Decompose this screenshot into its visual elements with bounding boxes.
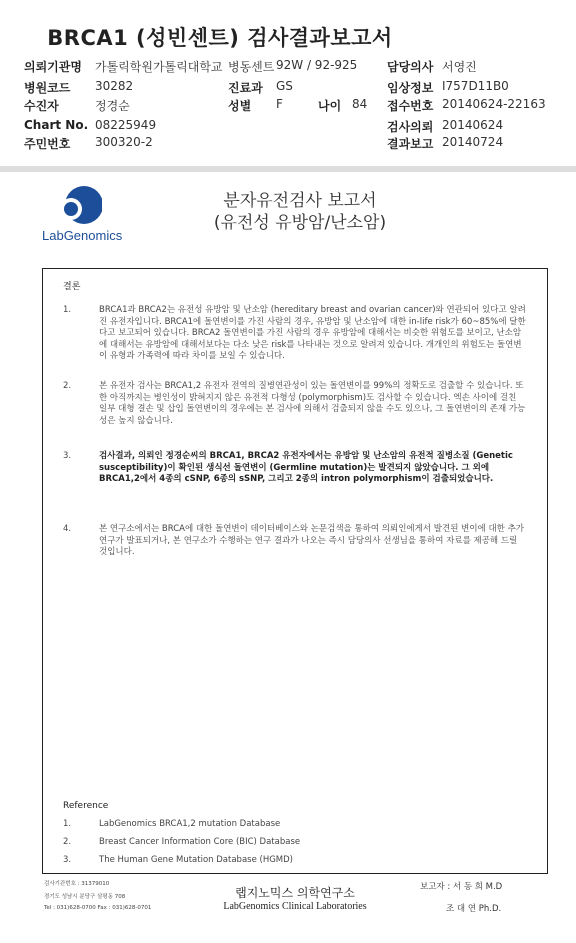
report-box (42, 268, 548, 874)
scanned-report (0, 166, 576, 943)
footer-lab-number: 검사기관번호 : 31379010 (44, 881, 110, 887)
reference-number: 3. (63, 855, 72, 865)
report-title (180, 190, 420, 234)
label-patient: 수진자 (24, 99, 59, 113)
item-text: 검사결과, 의뢰인 정경순씨의 BRCA1, BRCA2 유전자에서는 유방암 및 난소암의 유전적 질병소질 (Genetic susceptibility)이 확인된 생식선 돌연변이 (Germline mutation)는 발견되지 않았습니다. 그 외에 BRCA1,2에서 4종의 cSNP, 6종의 sSNP, 그리고 2종의 intron polymorphism이 검출되었습니다. (99, 451, 513, 484)
label-institution: 의뢰기관명 (24, 60, 82, 74)
page-title: BRCA1 (성빈센트) 검사결과보고서 (47, 26, 393, 50)
labgenomics-logo-icon (42, 184, 102, 230)
item-number: 3. (63, 451, 72, 461)
report-title-line2: (유전성 유방암/난소암) (213, 213, 387, 233)
label-department: 진료과 (228, 81, 263, 95)
item-number: 2. (63, 381, 72, 391)
value-doctor: 서영진 (442, 60, 477, 74)
lab-name-korean: 랩지노믹스 의학연구소 (235, 886, 355, 900)
lab-name (215, 884, 375, 912)
value-sex: F (276, 97, 283, 111)
section-label: 결론 (63, 282, 81, 292)
report-title-line1: 분자유전검사 보고서 (223, 191, 377, 211)
value-institution: 가톨릭학원가톨릭대학교 (95, 60, 223, 74)
label-age: 나이 (318, 99, 342, 113)
value-report-date: 20140724 (442, 135, 504, 149)
footer-phone: Tel : 031)628-0700 Fax : 031)628-0701 (44, 905, 152, 911)
director: 조 대 연 Ph.D. (446, 904, 502, 914)
label-receipt-no: 접수번호 (387, 99, 434, 113)
label-report-date: 결과보고 (387, 137, 434, 151)
value-clinical-info: I757D11B0 (442, 79, 509, 93)
label-hospital-code: 병원코드 (24, 81, 71, 95)
reference-number: 2. (63, 837, 72, 847)
item-text: 본 유전자 검사는 BRCA1,2 유전자 전역의 질병연관성이 있는 돌연변이를 99%의 정확도로 검출할 수 있습니다. 또한 아직까지는 병인성이 밝혀지지 않은 유전적 다형성 (polymorphism)도 검사할 수 있습니다. 엑손 사이에 걸친 일부 대형 결손 및 삽입 돌연변이의 경우에는 본 검사에 의해서 검출되지 않을 수도 있으나, 그 돌연변이의 존재 가능성은 높지 않습니다. (99, 381, 526, 426)
value-hospital-code: 30282 (95, 79, 134, 93)
label-resident-no: 주민번호 (24, 137, 71, 151)
item-text: BRCA1과 BRCA2는 유전성 유방암 및 난소암 (hereditary breast and ovarian cancer)와 연관되어 있다고 알려진 유전자입니다. BRCA1에 돌연변이를 가진 사람의 경우, 유방암 및 난소암에 대한 in-life risk가 60~85%에 달한다고 보고되어 있습니다. BRCA2 돌연변이를 가진 사람의 경우 유방암에 대해서는 비슷한 위험도를 보이고, 난소암에 대해서는 유방암에 대해서보다는 다소 낮은 risk를 나타내는 것으로 알려져 있습니다. 개개인의 위험도는 돌연변이 유형과 가족력에 따라 차이를 보일 수 있습니다. (99, 305, 526, 361)
label-chart-no: Chart No. (24, 118, 89, 132)
label-clinical-info: 임상정보 (387, 81, 434, 95)
value-request-date: 20140624 (442, 118, 504, 132)
label-sex: 성별 (228, 99, 252, 113)
label-ward: 병동센트 (228, 60, 275, 74)
reference-label: Reference (63, 801, 109, 811)
reference-text: The Human Gene Mutation Database (HGMD) (99, 855, 293, 865)
value-resident-no: 300320-2 (95, 135, 153, 149)
footer-address: 경기도 성남시 분당구 삼평동 708 (44, 894, 126, 900)
item-text: 본 연구소에서는 BRCA에 대한 돌연변이 데이터베이스와 논문검색을 통하여 의뢰인에게서 발견된 변이에 대한 추가 연구가 발표되거나, 본 연구소가 수행하는 연구 결과가 나오는 즉시 담당의사 선생님을 통하여 자료를 제공해 드릴 것입니다. (99, 524, 524, 557)
value-chart-no: 08225949 (95, 118, 157, 132)
label-request-date: 검사의뢰 (387, 120, 434, 134)
item-number: 1. (63, 305, 72, 315)
reference-text: LabGenomics BRCA1,2 mutation Database (99, 819, 281, 829)
label-doctor: 담당의사 (387, 60, 434, 74)
value-department: GS (276, 79, 293, 93)
lab-name-english: LabGenomics Clinical Laboratories (223, 901, 367, 912)
reference-number: 1. (63, 819, 72, 829)
value-ward: 92W / 92-925 (276, 58, 358, 72)
reporter: 보고자 : 서 동 희 M.D (420, 882, 503, 892)
reference-text: Breast Cancer Information Core (BIC) Database (99, 837, 301, 847)
value-receipt-no: 20140624-22163 (442, 97, 546, 111)
item-number: 4. (63, 524, 72, 534)
value-patient: 정경순 (95, 99, 130, 113)
logo-text: LabGenomics (42, 228, 123, 243)
value-age: 84 (352, 97, 368, 111)
